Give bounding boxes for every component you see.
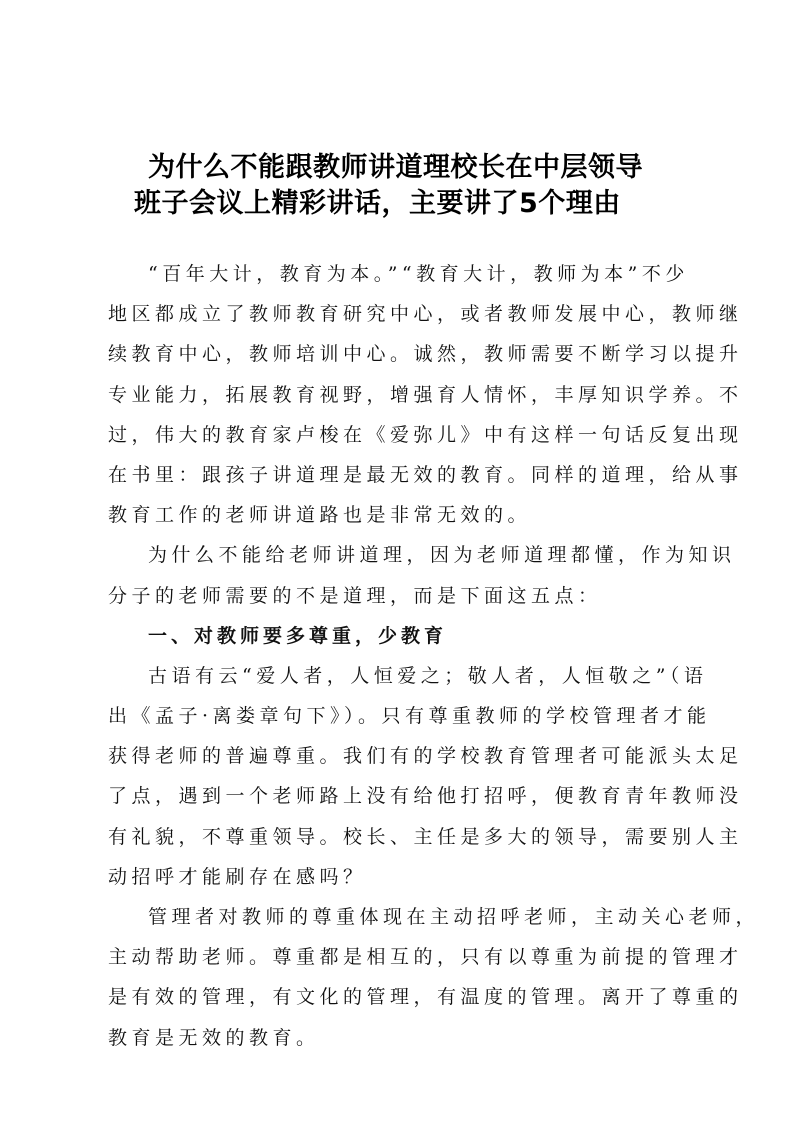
text-line: 专业能力，拓展教育视野，增强育人情怀，丰厚知识学养。不 — [108, 383, 743, 406]
text-line: 古语有云“爱人者，人恒爱之；敬人者，人恒敬之”（语 — [148, 664, 708, 687]
section-heading: 一、对教师要多尊重，少教育 — [148, 624, 448, 647]
document-title — [108, 150, 708, 222]
section-heading-1 — [108, 616, 698, 656]
text-line: 在书里：跟孩子讲道理是最无效的教育。同样的道理，给从事 — [108, 463, 743, 486]
text-line: 是有效的管理，有文化的管理，有温度的管理。离开了尊重的 — [108, 986, 743, 1009]
paragraph-1 — [108, 254, 743, 535]
text-line: 主动帮助老师。尊重都是相互的，只有以尊重为前提的管理才 — [108, 946, 743, 969]
paragraph-4 — [108, 897, 760, 1058]
text-line: 有礼貌，不尊重领导。校长、主任是多大的领导，需要别人主 — [108, 825, 743, 848]
text-line: “百年大计，教育为本。”“教育大计，教师为本”不少 — [148, 263, 689, 285]
text-line: 教育是无效的教育。 — [108, 1026, 320, 1049]
text-line: 出《孟子·离娄章句下》）。只有尊重教师的学校管理者才能 — [108, 705, 711, 728]
text-line: 获得老师的普遍尊重。我们有的学校教育管理者可能派头太足 — [108, 745, 743, 768]
paragraph-3 — [108, 656, 743, 897]
text-line: 过，伟大的教育家卢梭在《爱弥儿》中有这样一句话反复出现 — [108, 423, 743, 446]
text-line: 教育工作的老师讲道路也是非常无效的。 — [108, 504, 532, 527]
text-line: 地区都成立了教师教育研究中心，或者教师发展中心，教师继 — [108, 303, 743, 326]
title-line-2: 班子会议上精彩讲话，主要讲了5个理由 — [134, 188, 621, 219]
document-body — [108, 254, 760, 1058]
paragraph-2 — [108, 535, 736, 615]
text-line: 管理者对教师的尊重体现在主动招呼老师，主动关心老师， — [148, 906, 760, 928]
text-line: 分子的老师需要的不是道理，而是下面这五点： — [108, 584, 602, 607]
title-line-1: 为什么不能跟教师讲道理校长在中层领导 — [148, 152, 643, 183]
text-line: 续教育中心，教师培训中心。诚然，教师需要不断学习以提升 — [108, 343, 743, 366]
text-line: 为什么不能给老师讲道理，因为老师道理都懂，作为知识 — [148, 544, 736, 567]
text-line: 了点，遇到一个老师路上没有给他打招呼，便教育青年教师没 — [108, 785, 743, 808]
text-line: 动招呼才能刷存在感吗？ — [108, 865, 367, 888]
